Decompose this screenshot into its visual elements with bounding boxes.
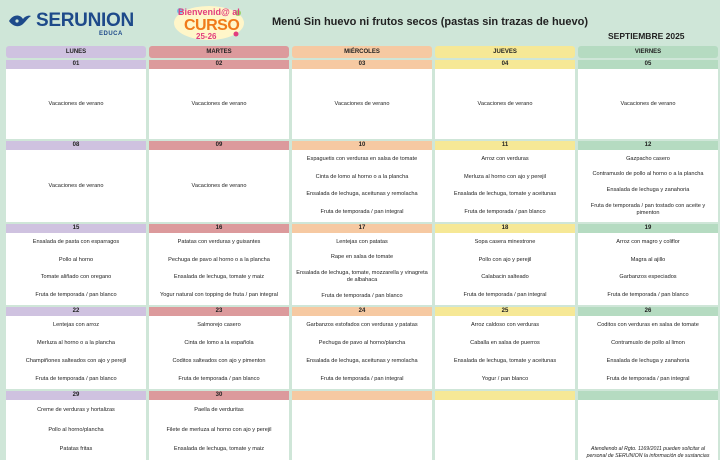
menu-item: Garbanzos especiados [619, 274, 677, 281]
menu-item: Rape en salsa de tomate [330, 254, 394, 261]
month-label: SEPTIEMBRE 2025 [608, 31, 685, 41]
menu-item: Vacaciones de verano [48, 100, 104, 107]
menu-item: Fruta de temporada / pan blanco [178, 375, 260, 382]
menu-item: Ensalada de pasta con esparragos [32, 239, 120, 246]
menu-item: Contramuslo de pollo al horno o a la plancha [592, 171, 704, 178]
badge-line-1: Bienvenid@ al [178, 7, 240, 17]
menu-item: Yogur / pan blanco [481, 375, 529, 382]
menu-cell [149, 400, 289, 460]
menu-item: Fruta de temporada / pan blanco [35, 291, 117, 298]
day-number-row [6, 391, 718, 400]
menu-cell [578, 150, 718, 222]
badge-line-3: 25-26 [196, 32, 217, 41]
day-header-3: JUEVES [435, 46, 575, 58]
menu-item: Pollo al horno/plancha [48, 426, 104, 433]
day-number: 03 [292, 60, 432, 69]
menu-item: Cinta de lomo al horno o a la plancha [315, 173, 409, 180]
menu-cell [435, 400, 575, 460]
menu-item: Espaguetis con verduras en salsa de tomate [306, 156, 418, 163]
day-number: 05 [578, 60, 718, 69]
menu-cell [578, 233, 718, 305]
day-number: 19 [578, 224, 718, 233]
allergen-note: Atendiendo al Rgto. 1169/2011 pueden solicitar al personal de SERUNION la información de sustancias [586, 446, 710, 459]
menu-item: Fruta de temporada / pan blanco [321, 292, 403, 299]
menu-cells-row [6, 233, 718, 305]
menu-item: Vacaciones de verano [48, 182, 104, 189]
menu-cell [149, 69, 289, 139]
menu-item: Ensalada de lechuga, aceitunas y remolacha [306, 357, 418, 364]
menu-item: Gazpacho casero [626, 155, 670, 162]
day-number: 01 [6, 60, 146, 69]
menu-cells-row [6, 150, 718, 222]
menu-item: Creme de verduras y hortalizas [37, 407, 115, 414]
menu-cell [292, 150, 432, 222]
brand-name: SERUNION [36, 10, 134, 31]
menu-item: Ensalada de lechuga y zanahoria [606, 357, 690, 364]
welcome-badge [172, 3, 246, 41]
menu-item: Ensalada de lechuga, aceitunas y remolacha [306, 191, 418, 198]
day-number: 02 [149, 60, 289, 69]
menu-item: Filete de merluza al horno con ajo y perejil [166, 426, 272, 433]
menu-item: Fruta de temporada / pan integral [320, 375, 404, 382]
menu-item: Fruta de temporada / pan integral [320, 208, 404, 215]
day-number [292, 391, 432, 400]
menu-cell [292, 233, 432, 305]
day-number: 30 [149, 391, 289, 400]
menu-item: Fruta de temporada / pan integral [606, 375, 690, 382]
day-number: 18 [435, 224, 575, 233]
menu-cell [6, 316, 146, 389]
menu-item: Pollo con ajo y perejil [478, 256, 532, 263]
menu-item: Arroz caldoso con verduras [470, 322, 540, 329]
menu-item: Ensalada de lechuga, tomate y maiz [173, 445, 265, 452]
menu-cells-row [6, 400, 718, 460]
day-header-4: VIERNES [578, 46, 718, 58]
page-header [0, 0, 720, 44]
menu-cell [578, 400, 718, 460]
menu-cells-row [6, 316, 718, 389]
menu-item: Ensalada de lechuga, tomate, mozzarella y vinagreta de albahaca [296, 270, 428, 283]
page-title: Menú Sin huevo ni frutos secos (pastas sin trazas de huevo) [272, 16, 589, 28]
menu-item: Coditos salteados con ajo y pimenton [172, 357, 266, 364]
menu-cell [149, 316, 289, 389]
day-number: 17 [292, 224, 432, 233]
day-number: 10 [292, 141, 432, 150]
day-number: 04 [435, 60, 575, 69]
menu-cell [6, 233, 146, 305]
brand-subtitle: EDUCA [99, 31, 123, 37]
bird-icon [8, 13, 32, 29]
menu-item: Fruta de temporada / pan blanco [607, 291, 689, 298]
day-number: 22 [6, 307, 146, 316]
brand-logo [8, 12, 134, 30]
menu-cell [292, 316, 432, 389]
menu-item: Fruta de temporada / pan blanco [35, 375, 117, 382]
menu-item: Champiñones salteados con ajo y perejil [25, 357, 127, 364]
week-row [6, 224, 718, 305]
menu-item: Fruta de temporada / pan integral [463, 291, 547, 298]
menu-item: Yogur natural con topping de fruta / pan integral [160, 291, 278, 298]
menu-item: Fruta de temporada / pan blanco [464, 208, 546, 215]
week-row [6, 391, 718, 460]
day-number-row [6, 307, 718, 316]
day-number: 11 [435, 141, 575, 150]
menu-item: Coditos con verduras en salsa de tomate [597, 322, 699, 329]
day-number-row [6, 141, 718, 150]
menu-cell [6, 69, 146, 139]
menu-item: Patatas fritas [59, 445, 93, 452]
day-number: 26 [578, 307, 718, 316]
menu-item: Patatas con verduras y guisantes [177, 239, 261, 246]
day-number: 15 [6, 224, 146, 233]
menu-item: Sopa casera minestrone [474, 239, 536, 246]
menu-cell [578, 69, 718, 139]
menu-cell [292, 400, 432, 460]
day-number: 24 [292, 307, 432, 316]
day-number: 25 [435, 307, 575, 316]
menu-cell [149, 233, 289, 305]
menu-item: Garbanzos estofados con verduras y patatas [306, 322, 418, 329]
menu-cell [292, 69, 432, 139]
day-number: 12 [578, 141, 718, 150]
menu-item: Arroz con verduras [481, 156, 529, 163]
menu-item: Cinta de lomo a la española [184, 340, 254, 347]
menu-item: Pechuga de pavo al horno o a la plancha [168, 256, 270, 263]
day-number [578, 391, 718, 400]
day-header-2: MIÉRCOLES [292, 46, 432, 58]
menu-cell [435, 233, 575, 305]
day-number: 09 [149, 141, 289, 150]
day-number: 08 [6, 141, 146, 150]
day-header-0: LUNES [6, 46, 146, 58]
menu-item: Caballa en salsa de puerros [470, 340, 540, 347]
menu-item: Vacaciones de verano [334, 100, 390, 107]
menu-item: Lentejas con patatas [336, 238, 388, 245]
menu-item: Pollo al horno [58, 256, 94, 263]
menu-cell [6, 150, 146, 222]
menu-item: Lentejas con arroz [52, 322, 100, 329]
day-number: 23 [149, 307, 289, 316]
menu-cell [435, 316, 575, 389]
menu-item: Paella de verduritas [194, 407, 244, 414]
menu-cell [578, 316, 718, 389]
menu-item: Vacaciones de verano [620, 100, 676, 107]
menu-item: Vacaciones de verano [477, 100, 533, 107]
menu-item: Vacaciones de verano [191, 182, 247, 189]
badge-line-2: CURSO [184, 17, 240, 34]
menu-item: Ensalada de lechuga, tomate y maiz [173, 274, 265, 281]
menu-item: Vacaciones de verano [191, 100, 247, 107]
menu-item: Arroz con magro y coliflor [616, 239, 680, 246]
week-row [6, 141, 718, 222]
week-row [6, 307, 718, 389]
menu-cell [435, 150, 575, 222]
menu-item: Salmorejo casero [197, 322, 241, 329]
menu-cell [435, 69, 575, 139]
menu-item: Merluza al horno o a la plancha [36, 340, 116, 347]
menu-item: Pechuga de pavo al horno/plancha [318, 340, 406, 347]
menu-item: Contramuslo de pollo al limon [611, 340, 685, 347]
menu-item: Magra al ajillo [630, 256, 666, 263]
menu-cell [6, 400, 146, 460]
menu-item: Fruta de temporada / pan tostado con aceite y pimenton [590, 202, 706, 216]
week-row [6, 60, 718, 139]
menu-item: Calabacin salteado [481, 274, 529, 281]
weekday-header-row [6, 46, 718, 58]
menu-cell [149, 150, 289, 222]
day-number-row [6, 60, 718, 69]
day-number [435, 391, 575, 400]
menu-item: Tomate aliñado con oregano [40, 274, 112, 281]
menu-item: Ensalada de lechuga, tomate y aceitunas [453, 357, 557, 364]
menu-calendar [6, 46, 718, 460]
menu-item: Ensalada de lechuga, tomate y aceitunas [453, 191, 557, 198]
day-number: 29 [6, 391, 146, 400]
day-number: 16 [149, 224, 289, 233]
menu-item: Merluza al horno con ajo y perejil [463, 173, 547, 180]
day-header-1: MARTES [149, 46, 289, 58]
menu-item: Ensalada de lechuga y zanahoria [606, 187, 690, 194]
menu-cells-row [6, 69, 718, 139]
day-number-row [6, 224, 718, 233]
